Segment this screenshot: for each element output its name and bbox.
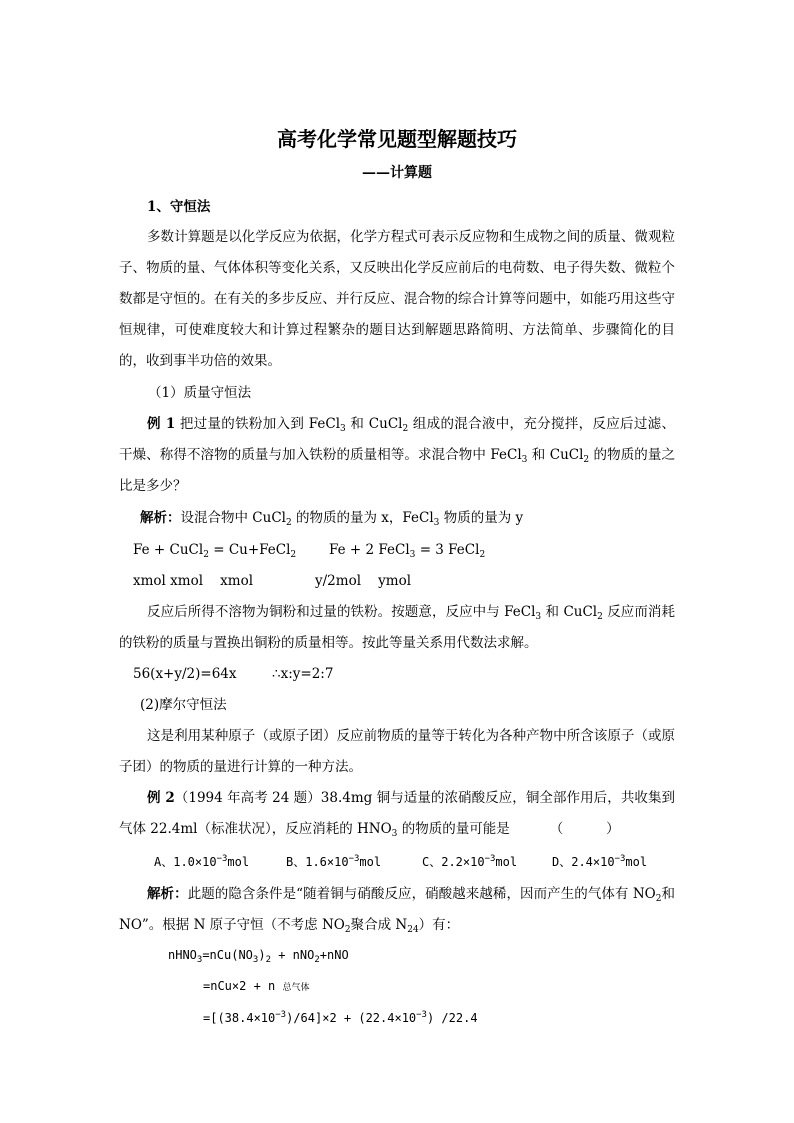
- example-1-text: 和 CuCl: [345, 416, 403, 432]
- subscript: 2: [265, 955, 271, 965]
- subscript: 2: [597, 612, 603, 622]
- section-heading: 1、守恒法: [147, 199, 211, 215]
- subscript: 2: [290, 550, 297, 560]
- subscript: 3: [340, 424, 346, 434]
- subscript: 2: [402, 424, 409, 434]
- subscript: 3: [409, 550, 416, 560]
- subscript: 3: [252, 955, 259, 965]
- subscript: 4: [412, 925, 419, 935]
- analysis-paragraph: 反应后所得不溶物为铜粉和过量的铁粉。按题意，反应中与 FeCl$_3$ 和 CuCl$_2$ 反应而消耗的铁粉的质量与置换出铜粉的质量相等。按此等量关系用代数法求解。: [119, 604, 675, 651]
- subscript: 2: [407, 925, 413, 935]
- option-d: D、$2.4\times 10^{-3}mol$: [552, 854, 648, 869]
- subscript: 2: [583, 455, 590, 465]
- derivation-line-3: $=[(38.4\times 10^{-3})/64]\times 2 + (22.4\times 10^{-3})$ /22.4: [203, 1010, 478, 1025]
- option-c: C、$2.2\times 10^{-3}mol$: [422, 854, 518, 869]
- equation-left: Fe + CuCl$_2$ = Cu+FeCl$_2$: [133, 542, 297, 560]
- mole-amounts-right: y/2mol ymol: [315, 573, 412, 589]
- example-1-text: 和 CuCl: [527, 447, 584, 463]
- example-1-text: 的物质的量之比是多少？: [119, 447, 675, 494]
- derivation-line-2: =nCu×2 + n 总气体: [203, 979, 310, 993]
- intro-paragraph: 多数计算题是以化学反应为依据，化学方程式可表示反应物和生成物之间的质量、微观粒子、物质的量、气体体积等变化关系，又反映出化学反应前后的电荷数、电子得失数、微粒个数都是守恒的。在有关的多步反应、并行反应、混合物的综合计算等问题中，如能巧用这些守恒规律，可使难度较大和计算过程繁杂的题目达到解题思路简明、方法简单、步骤简化的目的，收到事半功倍的效果。: [119, 229, 675, 369]
- solution-text: 物质的量为 y: [439, 510, 524, 526]
- mole-amounts-left: xmol xmol xmol: [133, 573, 254, 589]
- solution-1-line: [140, 509, 523, 527]
- subscript: 3: [535, 612, 542, 622]
- option-a: A、$1.0\times 10^{-3}mol$: [154, 854, 250, 869]
- example-1-label: 例 1: [147, 416, 176, 432]
- solution-label: 解析：: [147, 886, 188, 902]
- subscript: 2: [655, 894, 662, 904]
- page-subtitle: ——计算题: [362, 165, 432, 181]
- subsection-heading-mole: (2)摩尔守恒法: [140, 697, 227, 713]
- answer-bracket: （ ）: [549, 821, 620, 837]
- subscript: 3: [196, 955, 203, 965]
- subscript: 2: [344, 925, 351, 935]
- subscript: 2: [314, 955, 320, 965]
- subscript: 2: [285, 518, 292, 528]
- subscript: 2: [203, 550, 209, 560]
- example-2-paragraph: 例 2（1994 年高考 24 题）38.4mg 铜与适量的浓硝酸反应，铜全部作用后，共收集到气体 22.4ml（标准状况），反应消耗的 $HNO_3$ 的物质的量可能是 （ ）: [119, 790, 676, 839]
- subscript: 2: [479, 550, 486, 560]
- option-b: B、$1.6\times 10^{-3}mol$: [286, 854, 382, 869]
- solution-text: 设混合物中 CuCl: [180, 510, 286, 526]
- subsection-heading-mass: （1）质量守恒法: [148, 385, 252, 401]
- example-2-label: 例 2: [147, 790, 175, 806]
- example-1-text: 把过量的铁粉加入到 FeCl: [175, 416, 341, 432]
- subscript: 3: [433, 518, 440, 528]
- solution-2-paragraph: 解析：此题的隐含条件是“随着铜与硝酸反应，硝酸越来越稀，因而产生的气体有 $NO_2$和 NO”。根据 N 原子守恒（不考虑 $NO_2$聚合成 $N_{24}$）有：: [119, 886, 676, 935]
- subscript: 3: [521, 455, 528, 465]
- solution-label: 解析：: [140, 510, 181, 526]
- derivation-line-1: $nHNO_3=nCu(NO_3)_2 + nNO_2+nNO$: [168, 948, 349, 965]
- calculation-result: ∴x:y=2:7: [272, 666, 334, 682]
- equation-right: Fe + 2 FeCl$_3$ = 3 FeCl$_2$: [329, 542, 486, 560]
- solution-text: 的物质的量为 x，FeCl: [291, 510, 434, 526]
- subscript: 3: [391, 829, 398, 839]
- example-1-text: 组成的混合液中，充分搅拌，反应后过滤、干燥、称得不溶物的质量与加入铁粉的质量相等。求混合物中 FeCl: [119, 416, 675, 463]
- page-title: 高考化学常见题型解题技巧: [277, 127, 517, 151]
- example-1-paragraph: [119, 409, 675, 502]
- mole-method-paragraph: 这是利用某种原子（或原子团）反应前物质的量等于转化为各种产物中所含该原子（或原子团）的物质的量进行计算的一种方法。: [119, 728, 675, 775]
- calculation-left: 56(x+y/2)=64x: [133, 666, 237, 682]
